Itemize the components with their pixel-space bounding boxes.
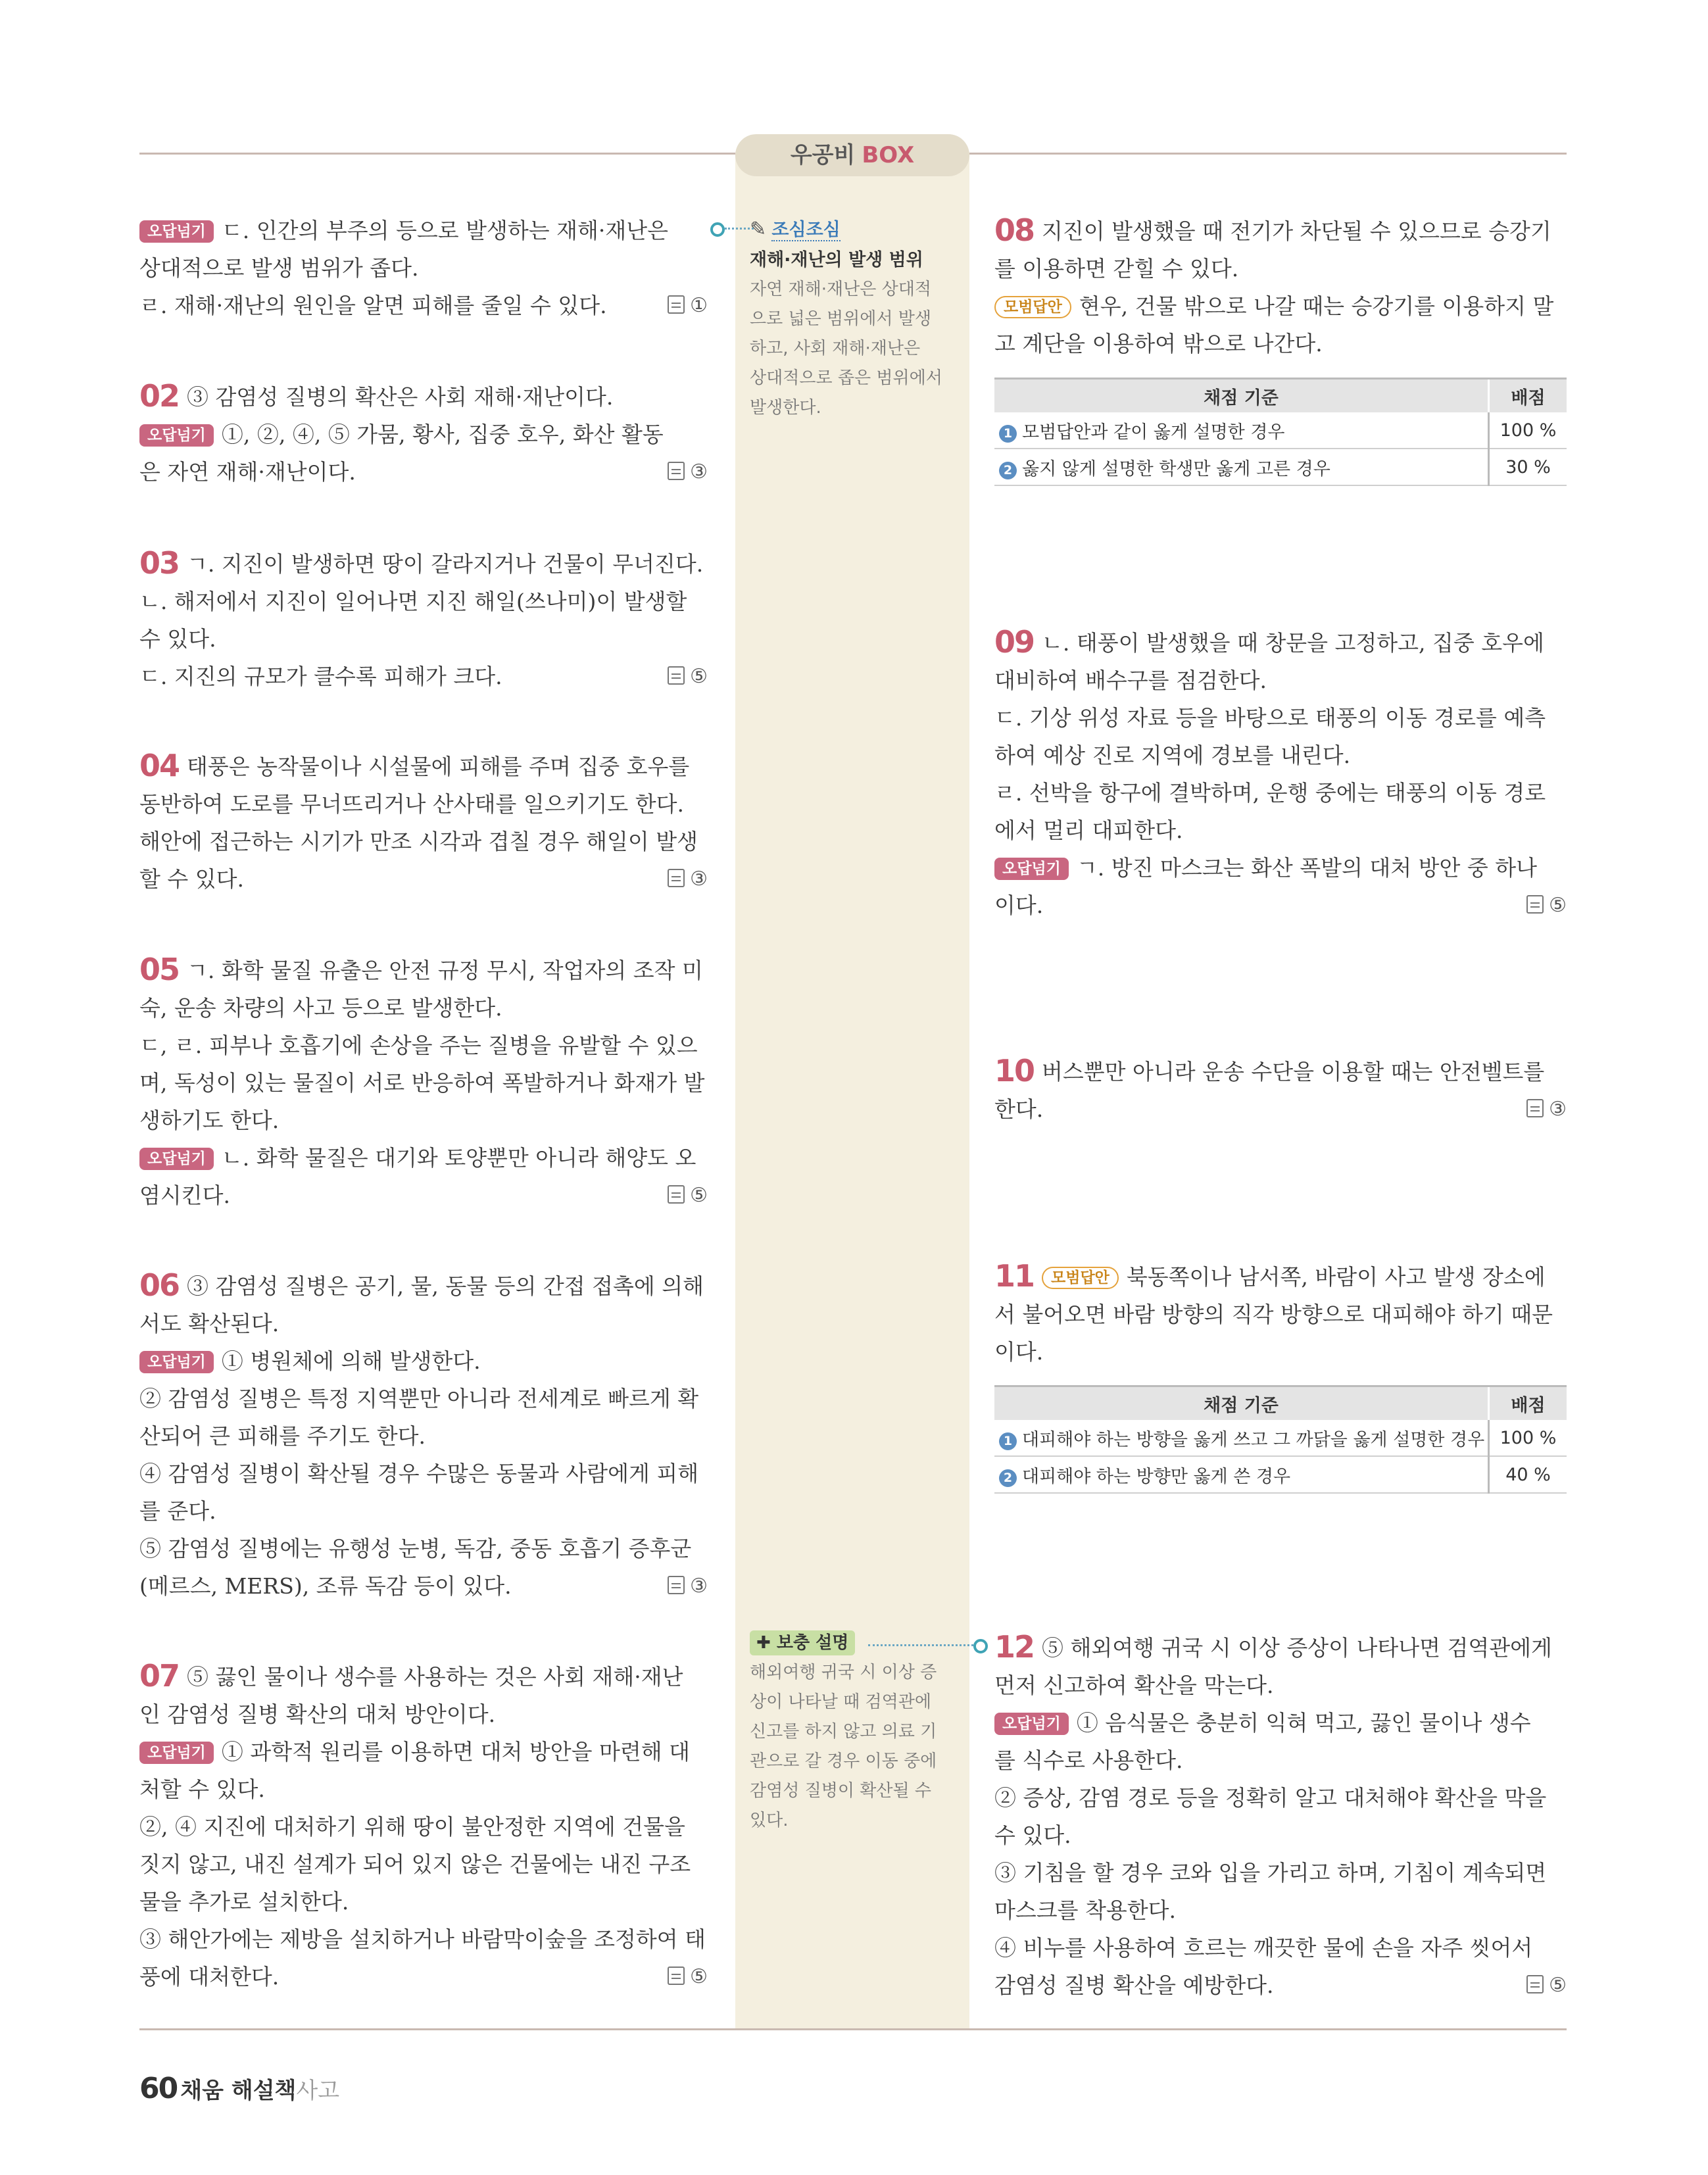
scoring-table-11 [994, 1385, 1567, 1494]
q06-text: 서도 확산된다. [139, 1311, 280, 1336]
page-number: 60 [139, 2072, 178, 2105]
question-03 [139, 545, 708, 695]
q07-text: 처할 수 있다. [139, 1776, 265, 1802]
answer-value: ③ [690, 460, 708, 483]
question-12 [994, 1628, 1567, 2004]
question-06 [139, 1267, 708, 1605]
answer [668, 1177, 708, 1214]
question-number: 12 [994, 1629, 1035, 1665]
question-number: 11 [994, 1258, 1035, 1294]
q05-text: 염시킨다. [139, 1183, 231, 1208]
wrong-badge: 오답넘기 [139, 1742, 214, 1764]
criterion-text: 대피해야 하는 방향을 옳게 쓰고 그 까닭을 옳게 설명한 경우 [1022, 1429, 1485, 1450]
q07-text: 짓지 않고, 내진 설계가 되어 있지 않은 건물에는 내진 구조 [139, 1851, 691, 1877]
table-cell: 40 % [1489, 1456, 1567, 1493]
q06-text: (메르스, MERS), 조류 독감 등이 있다. [139, 1573, 512, 1599]
q12-text: ④ 비누를 사용하여 흐르는 깨끗한 물에 손을 자주 씻어서 [994, 1935, 1533, 1961]
answer-value: ⑤ [1549, 1974, 1567, 1997]
table-header: 채점 기준 [994, 379, 1489, 413]
q03-text: ㄱ. 지진이 발생하면 땅이 갈라지거나 건물이 무너진다. [187, 551, 704, 577]
side-note-text: 있다. [750, 1811, 789, 1830]
answer [668, 1958, 708, 1995]
wrong-badge: 오답넘기 [139, 220, 214, 243]
pin-icon: ✎ [750, 218, 767, 241]
number-circle-icon: 1 [999, 425, 1017, 443]
question-02 [139, 378, 708, 491]
q09-text: 대비하여 배수구를 점검한다. [994, 668, 1267, 693]
side-note-text: 자연 재해·재난은 상대적 [750, 280, 931, 299]
answer-sheet-icon [668, 295, 685, 314]
answer-sheet-icon [1526, 1975, 1544, 1993]
q06-text: ③ 감염성 질병은 공기, 물, 동물 등의 간접 접촉에 의해 [187, 1273, 704, 1299]
q09-text: 이다. [994, 892, 1044, 918]
answer-value: ⑤ [690, 1965, 708, 1988]
q07-text: 인 감염성 질병 확산의 대처 방안이다. [139, 1701, 496, 1727]
book-subtitle: 사고 [296, 2078, 340, 2104]
q03-text: ㄴ. 해저에서 지진이 일어나면 지진 해일(쓰나미)이 발생할 [139, 589, 687, 614]
number-circle-icon: 2 [999, 462, 1017, 479]
question-number: 03 [139, 545, 180, 581]
connector-dot [710, 222, 725, 237]
q03-text: 수 있다. [139, 626, 216, 652]
q12-text: 감염성 질병 확산을 예방한다. [994, 1972, 1274, 1998]
connector-line [868, 1644, 977, 1646]
answer-value: ① [690, 294, 708, 317]
q06-text: ⑤ 감염성 질병에는 유행성 눈병, 독감, 중동 호흡기 증후군 [139, 1536, 692, 1561]
question-number: 06 [139, 1267, 180, 1303]
number-circle-icon: 2 [999, 1469, 1017, 1487]
answer-sheet-icon [668, 462, 685, 480]
q05-text: 숙, 운송 차량의 사고 등으로 발생한다. [139, 995, 502, 1021]
table-cell: 100 % [1489, 412, 1567, 449]
side-note-text: 감염성 질병이 확산될 수 [750, 1781, 931, 1801]
table-header: 배점 [1489, 379, 1567, 413]
side-note-text: 발생한다. [750, 398, 821, 418]
side-note-core [750, 214, 958, 423]
q12-text: ① 음식물은 충분히 익혀 먹고, 끓인 물이나 생수 [1076, 1710, 1531, 1736]
wrong-badge: 오답넘기 [139, 424, 214, 447]
table-cell [994, 1420, 1489, 1456]
side-note-text: 관으로 갈 경우 이동 중에 [750, 1751, 937, 1771]
answer [668, 860, 708, 898]
question-number: 09 [994, 624, 1035, 660]
box-title-main: 우공비 [790, 142, 856, 168]
question-11 [994, 1258, 1567, 1371]
side-note-text: 상이 나타날 때 검역관에 [750, 1692, 931, 1712]
q11-text: 북동쪽이나 남서쪽, 바람이 사고 발생 장소에 [1126, 1264, 1546, 1290]
answer [1526, 1967, 1567, 2004]
q10-text: 한다. [994, 1096, 1044, 1122]
core-label: 조심조심 [771, 220, 841, 240]
box-title-box: BOX [862, 142, 915, 168]
q07-text: 풍에 대처한다. [139, 1964, 280, 1990]
side-note-text: 해외여행 귀국 시 이상 증 [750, 1663, 937, 1682]
q05-text: 며, 독성이 있는 물질이 서로 반응하여 폭발하거나 화재가 발 [139, 1070, 705, 1096]
question-number: 08 [994, 212, 1035, 248]
side-note-text: 상대적으로 좁은 범위에서 [750, 368, 942, 388]
answer [668, 453, 708, 491]
q12-text: 먼저 신고하여 확산을 막는다. [994, 1673, 1274, 1698]
question-05 [139, 951, 708, 1214]
model-answer-badge: 모범답안 [1042, 1267, 1119, 1289]
table-cell [994, 449, 1489, 485]
supplement-label: 보충 설명 [776, 1633, 849, 1653]
q04-text: 태풍은 농작물이나 시설물에 피해를 주며 집중 호우를 [187, 754, 690, 779]
book-title: 채움 해설책 [180, 2078, 297, 2104]
q09-text: 하여 예상 진로 지역에 경보를 내린다. [994, 743, 1351, 768]
answer-sheet-icon [668, 869, 685, 887]
table-cell [994, 412, 1489, 449]
bottom-rule [139, 2028, 1567, 2030]
answer-value: ⑤ [1549, 894, 1567, 917]
q05-text: ㄷ, ㄹ. 피부나 호흡기에 손상을 주는 질병을 유발할 수 있으 [139, 1033, 698, 1058]
side-note-title: 재해·재난의 발생 범위 [750, 250, 923, 270]
side-note-text: 신고를 하지 않고 의료 기 [750, 1722, 937, 1742]
q08-text: 를 이용하면 갇힐 수 있다. [994, 256, 1239, 281]
criterion-text: 대피해야 하는 방향만 옳게 쓴 경우 [1022, 1466, 1291, 1487]
answer-value: ③ [1549, 1098, 1567, 1121]
answer-sheet-icon [668, 1967, 685, 1985]
answer-sheet-icon [668, 1576, 685, 1594]
q02-text: 은 자연 재해·재난이다. [139, 459, 356, 485]
answer-sheet-icon [668, 666, 685, 685]
q11-text: 이다. [994, 1339, 1044, 1365]
question-09 [994, 623, 1567, 924]
q12-text: ② 증상, 감염 경로 등을 정확히 알고 대처해야 확산을 막을 [994, 1785, 1547, 1811]
q04-text: 할 수 있다. [139, 866, 244, 892]
answer-value: ⑤ [690, 665, 708, 688]
answer-sheet-icon [668, 1185, 685, 1204]
q05-text: ㄱ. 화학 물질 유출은 안전 규정 무시, 작업자의 조작 미 [187, 958, 703, 983]
q02-text: ①, ②, ④, ⑤ 가뭄, 황사, 집중 호우, 화산 활동 [221, 422, 664, 447]
model-answer-badge: 모범답안 [994, 296, 1071, 318]
question-number: 07 [139, 1658, 180, 1694]
wrong-badge: 오답넘기 [139, 1148, 214, 1170]
page-footer [139, 2072, 339, 2105]
q06-text: 를 준다. [139, 1498, 216, 1524]
q03-text: ㄷ. 지진의 규모가 클수록 피해가 크다. [139, 664, 502, 689]
answer-value: ③ [690, 868, 708, 891]
table-row [994, 1456, 1567, 1493]
q06-text: ② 감염성 질병은 특정 지역뿐만 아니라 전세계로 빠르게 확 [139, 1386, 699, 1411]
question-number: 10 [994, 1053, 1035, 1088]
scoring-table-08 [994, 378, 1567, 486]
side-note-supplement [750, 1628, 958, 1836]
q07-text: ③ 해안가에는 제방을 설치하거나 바람막이숲을 조정하여 태 [139, 1926, 706, 1952]
q01-text: ㄹ. 재해·재난의 원인을 알면 피해를 줄일 수 있다. [139, 293, 607, 318]
q08-text: 현우, 건물 밖으로 나갈 때는 승강기를 이용하지 말 [1079, 293, 1554, 319]
supplement-badge [750, 1630, 855, 1655]
connector-dot [973, 1639, 988, 1653]
table-row [994, 412, 1567, 449]
answer-value: ⑤ [690, 1184, 708, 1207]
answer-sheet-icon [1526, 895, 1544, 914]
q12-text: ③ 기침을 할 경우 코와 입을 가리고 하며, 기침이 계속되면 [994, 1860, 1547, 1886]
table-header: 채점 기준 [994, 1386, 1489, 1421]
q05-text: 생하기도 한다. [139, 1108, 280, 1133]
side-note-text: 하고, 사회 재해·재난은 [750, 339, 921, 358]
q06-text: 산되어 큰 피해를 주기도 한다. [139, 1423, 426, 1449]
answer [668, 1567, 708, 1605]
answer [1526, 1090, 1567, 1128]
question-04 [139, 747, 708, 898]
q08-text: 지진이 발생했을 때 전기가 차단될 수 있으므로 승강기 [1042, 218, 1551, 244]
question-number: 04 [139, 748, 180, 783]
table-row [994, 1420, 1567, 1456]
side-note-text: 으로 넓은 범위에서 발생 [750, 309, 931, 329]
q05-text: ㄴ. 화학 물질은 대기와 토양뿐만 아니라 해양도 오 [221, 1145, 696, 1171]
q09-text: 에서 멀리 대피한다. [994, 818, 1183, 843]
question-number: 02 [139, 378, 180, 414]
q12-text: 마스크를 착용한다. [994, 1897, 1177, 1923]
q08-text: 고 계단을 이용하여 밖으로 나간다. [994, 331, 1323, 356]
question-number: 05 [139, 952, 180, 987]
question-10 [994, 1052, 1567, 1128]
q01-text: ㄷ. 인간의 부주의 등으로 발생하는 재해·재난은 [221, 218, 668, 243]
q09-text: ㄹ. 선박을 항구에 결박하며, 운행 중에는 태풍의 이동 경로 [994, 780, 1546, 806]
q09-text: ㄷ. 기상 위성 자료 등을 바탕으로 태풍의 이동 경로를 예측 [994, 705, 1546, 731]
criterion-text: 모범답안과 같이 옳게 설명한 경우 [1022, 422, 1285, 443]
q07-text: ②, ④ 지진에 대처하기 위해 땅이 불안정한 지역에 건물을 [139, 1814, 685, 1840]
q12-text: 수 있다. [994, 1822, 1071, 1848]
answer [668, 658, 708, 695]
answer [1526, 887, 1567, 924]
q06-text: ① 병원체에 의해 발생한다. [221, 1348, 481, 1374]
wrong-badge: 오답넘기 [994, 858, 1069, 880]
box-title [735, 134, 969, 176]
question-07 [139, 1657, 708, 1995]
q12-text: 를 식수로 사용한다. [994, 1747, 1183, 1773]
question-01 [139, 212, 708, 324]
q11-text: 서 불어오면 바람 방향의 직각 방향으로 대피해야 하기 때문 [994, 1302, 1553, 1327]
table-cell: 30 % [1489, 449, 1567, 485]
criterion-text: 옳지 않게 설명한 학생만 옳게 고른 경우 [1022, 458, 1330, 479]
wrong-badge: 오답넘기 [139, 1351, 214, 1373]
plus-icon: ✚ [756, 1633, 777, 1653]
q10-text: 버스뿐만 아니라 운송 수단을 이용할 때는 안전벨트를 [1042, 1059, 1545, 1085]
q09-text: ㄴ. 태풍이 발생했을 때 창문을 고정하고, 집중 호우에 [1042, 630, 1544, 656]
q07-text: ① 과학적 원리를 이용하면 대처 방안을 마련해 대 [221, 1739, 690, 1765]
answer-value: ③ [690, 1575, 708, 1598]
q04-text: 해안에 접근하는 시기가 만조 시각과 겹칠 경우 해일이 발생 [139, 829, 698, 854]
answer-sheet-icon [1526, 1099, 1544, 1117]
table-header: 배점 [1489, 1386, 1567, 1421]
q04-text: 동반하여 도로를 무너뜨리거나 산사태를 일으키기도 한다. [139, 791, 685, 817]
q06-text: ④ 감염성 질병이 확산될 경우 수많은 동물과 사람에게 피해 [139, 1461, 699, 1486]
number-circle-icon: 1 [999, 1432, 1017, 1450]
table-cell: 100 % [1489, 1420, 1567, 1456]
q07-text: 물을 추가로 설치한다. [139, 1889, 349, 1915]
q09-text: ㄱ. 방진 마스크는 화산 폭발의 대처 방안 중 하나 [1076, 855, 1537, 881]
table-cell [994, 1456, 1489, 1493]
q07-text: ⑤ 끓인 물이나 생수를 사용하는 것은 사회 재해·재난 [187, 1664, 683, 1690]
q01-text: 상대적으로 발생 범위가 좁다. [139, 255, 419, 281]
table-row [994, 449, 1567, 485]
wrong-badge: 오답넘기 [994, 1713, 1069, 1735]
answer [668, 287, 708, 324]
question-08 [994, 212, 1567, 362]
q12-text: ⑤ 해외여행 귀국 시 이상 증상이 나타나면 검역관에게 [1042, 1635, 1552, 1661]
q02-text: ③ 감염성 질병의 확산은 사회 재해·재난이다. [187, 384, 614, 410]
